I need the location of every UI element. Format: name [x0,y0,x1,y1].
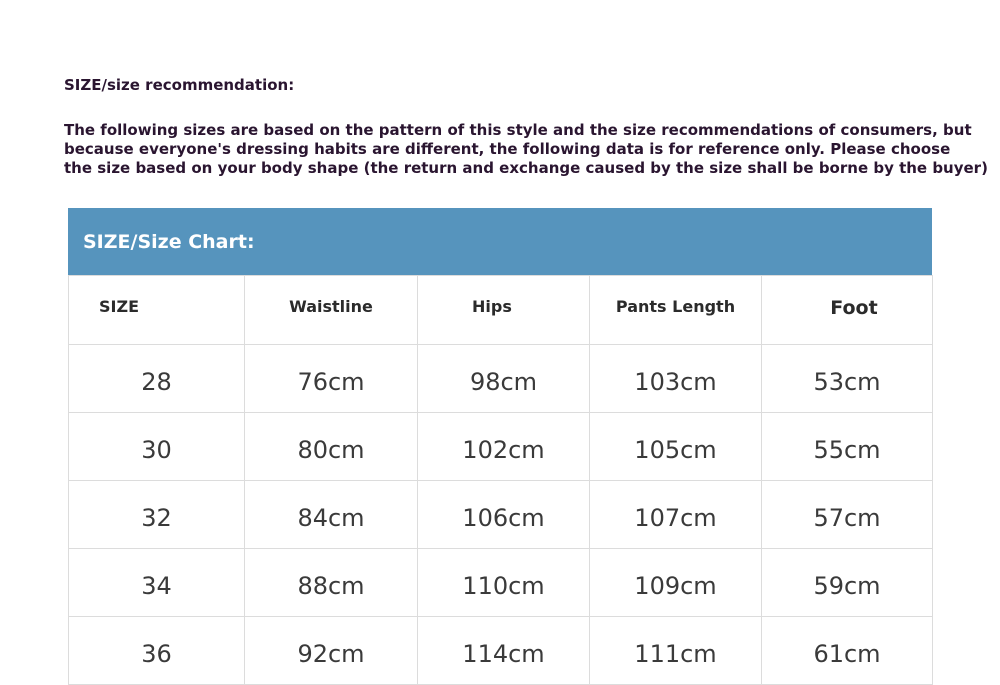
size-disclaimer [64,121,988,178]
hips-cell: 110cm [418,549,590,617]
column-header-waistline: Waistline [245,276,418,345]
waistline-cell: 92cm [245,617,418,685]
size-cell: 34 [69,549,245,617]
waistline-cell: 80cm [245,413,418,481]
pants-length-cell: 103cm [590,345,762,413]
foot-cell: 61cm [762,617,933,685]
column-header-hips: Hips [418,276,590,345]
pants-length-cell: 107cm [590,481,762,549]
size-cell: 30 [69,413,245,481]
hips-cell: 102cm [418,413,590,481]
table-row [69,345,933,413]
pants-length-cell: 111cm [590,617,762,685]
foot-cell: 53cm [762,345,933,413]
column-header-foot: Foot [762,276,933,345]
pants-length-cell: 105cm [590,413,762,481]
foot-cell: 55cm [762,413,933,481]
size-table-header-row [69,276,933,345]
disclaimer-line: because everyone's dressing habits are different, the following data is for reference only. Please choose [64,140,951,158]
size-table [68,275,933,685]
foot-cell: 57cm [762,481,933,549]
waistline-cell: 76cm [245,345,418,413]
hips-cell: 98cm [418,345,590,413]
column-header-size: SIZE [69,276,245,345]
table-row [69,549,933,617]
waistline-cell: 84cm [245,481,418,549]
size-chart-header-bar [68,208,932,275]
size-chart-title: SIZE/Size Chart: [83,230,255,253]
waistline-cell: 88cm [245,549,418,617]
foot-cell: 59cm [762,549,933,617]
table-row [69,481,933,549]
hips-cell: 106cm [418,481,590,549]
table-row [69,617,933,685]
column-header-pants-length: Pants Length [590,276,762,345]
size-cell: 36 [69,617,245,685]
disclaimer-line: the size based on your body shape (the return and exchange caused by the size shall be borne by the buyer) [64,159,988,177]
hips-cell: 114cm [418,617,590,685]
page-heading: SIZE/size recommendation: [64,76,295,94]
disclaimer-line: The following sizes are based on the pattern of this style and the size recommendations of consumers, but [64,121,972,139]
size-chart [68,208,932,685]
pants-length-cell: 109cm [590,549,762,617]
table-row [69,413,933,481]
size-cell: 28 [69,345,245,413]
size-cell: 32 [69,481,245,549]
